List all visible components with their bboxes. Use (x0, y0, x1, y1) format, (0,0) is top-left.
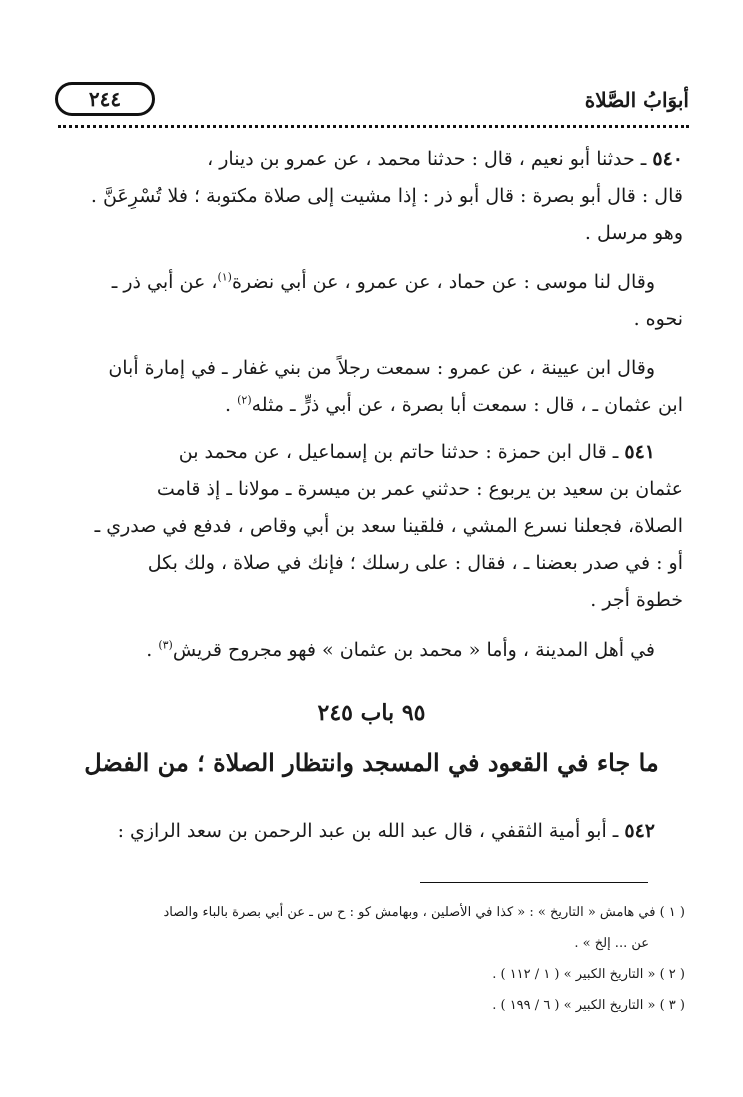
hadith-540-line-2: قال : قال أبو بصرة : قال أبو ذر : إذا مشيت إلى صلاة مكتوبة ؛ فلا تُسْرِعَنَّ . (90, 185, 683, 207)
hadith-542 (55, 813, 683, 850)
footnote-3: ( ٣ ) « التاريخ الكبير » ( ٦ / ١٩٩ ) . (492, 998, 685, 1013)
hadith-540 (55, 141, 683, 252)
hadith-number: ٥٤٢ (624, 820, 655, 842)
hadith-540-line-1: ٥٤٠ ـ حدثنا أبو نعيم ، قال : حدثنا محمد ، عن عمرو بن دينار ، (207, 148, 683, 170)
note-ibn-hamza (55, 632, 683, 669)
footnote-ref-3: (٣) (158, 638, 173, 652)
hadith-number: ٥٤١ (624, 441, 655, 463)
footnote-separator (420, 882, 648, 883)
narration-musa-line-1: وقال لنا موسى : عن حماد ، عن عمرو ، عن أبي نضرة$^{(١)}$، عن أبي ذر ـ (111, 270, 655, 293)
page-number: ٢٤٤ (88, 87, 122, 111)
header-rule (58, 125, 689, 128)
footnote-2: ( ٢ ) « التاريخ الكبير » ( ١ / ١١٢ ) . (492, 967, 685, 982)
footnote-ref-1: (١) (217, 270, 232, 284)
chapter-number: ٩٥ باب ٢٤٥ (317, 700, 426, 726)
footnote-ref-2: (٢) (237, 393, 252, 407)
hadith-number: ٥٤٠ (652, 148, 683, 170)
hadith-542-line-1: ٥٤٢ ـ أبو أمية الثقفي ، قال عبد الله بن عبد الرحمن بن سعد الرازي : (117, 820, 655, 842)
footnote-1-cont: عن ... إلخ » . (574, 936, 649, 951)
note-line-1: في أهل المدينة ، وأما « محمد بن عثمان » فهو مجروح قريش$^{(٣)}$ . (146, 638, 655, 661)
hadith-541-line-4: أو : في صدر بعضنا ـ ، فقال : على رسلك ؛ فإنك في صلاة ، ولك بكل (147, 552, 683, 574)
running-title: أبوَابُ الصَّلاة (584, 88, 689, 112)
chapter-title: ما جاء في القعود في المسجد وانتظار الصلاة ؛ من الفضل (84, 748, 659, 777)
narration-ibn-uyayna-line-2: ابن عثمان ـ ، قال : سمعت أبا بصرة ، عن أبي ذرٍّ ـ مثله$^{(٢)}$ . (225, 393, 683, 416)
hadith-541-line-3: الصلاة، فجعلنا نسرع المشي ، فلقينا سعد بن أبي وقاص ، فدفع في صدري ـ (94, 515, 683, 537)
page-number-box (55, 82, 155, 116)
hadith-541 (55, 434, 683, 619)
narration-ibn-uyayna-line-1: وقال ابن عيينة ، عن عمرو : سمعت رجلاً من بني غفار ـ في إمارة أبان (108, 357, 655, 379)
hadith-541-line-5: خطوة أجر . (590, 589, 683, 611)
hadith-540-line-3: وهو مرسل . (584, 222, 683, 244)
page-header (55, 80, 691, 124)
footnote-1: ( ١ ) في هامش « التاريخ » : « كذا في الأصلين ، وبهامش كو : ح س ـ عن أبي بصرة بالباء والصاد (163, 905, 685, 920)
narration-musa (55, 264, 683, 338)
footnotes (55, 897, 685, 1021)
narration-ibn-uyayna (55, 350, 683, 424)
narration-musa-line-2: نحوه . (633, 308, 683, 330)
hadith-541-line-1: ٥٤١ ـ قال ابن حمزة : حدثنا حاتم بن إسماعيل ، عن محمد بن (178, 441, 655, 463)
hadith-541-line-2: عثمان بن سعيد بن يربوع : حدثني عمر بن ميسرة ـ مولانا ـ إذ قامت (156, 478, 683, 500)
